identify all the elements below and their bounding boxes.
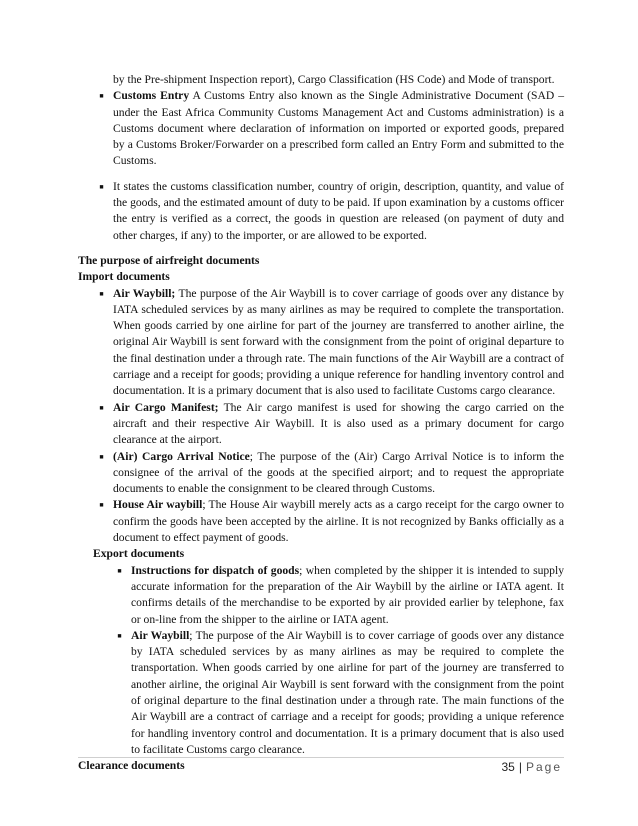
import-item-house-air-waybill: ■ House Air waybill; The House Air waybill merely acts as a cargo receipt for the cargo owner to confirm the goods have been accepted by the airline. It is not recognized by Banks officially as a document to effect payment of goods. [78, 497, 564, 546]
square-bullet-icon: ■ [99, 92, 104, 101]
customs-entry-term: Customs Entry [113, 89, 190, 103]
square-bullet-icon: ■ [99, 501, 104, 510]
square-bullet-icon: ■ [117, 631, 122, 640]
square-bullet-icon: ■ [99, 403, 104, 412]
import-heading: Import documents [78, 270, 170, 284]
customs-entry-text: A Customs Entry also known as the Single Administrative Document (SAD – under the East Africa Community Customs Management Act and Customs administration) is a Customs document where declaration of information on imported or exported goods, prepared by a Customs Broker/Forwarder on a prescribed form called an Entry Form and submitted to the Customs. [113, 89, 564, 168]
import-item-cargo-manifest: ■ Air Cargo Manifest; The Air cargo manifest is used for showing the cargo carried on the aircraft and their respective Air Waybill. It is also used as a primary document for cargo clearance at the airport. [78, 400, 564, 449]
customs-states-text: It states the customs classification number, country of origin, description, quantity, and value of the goods, and the estimated amount of duty to be paid. If upon examination by a customs officer the entry is verified as a correct, the goods in question are released (on payment of duty and other charges, if any) to the importer, or are allowed to be exported. [113, 179, 564, 242]
clearance-heading: Clearance documents [78, 759, 185, 773]
export-heading: Export documents [93, 547, 185, 561]
import-item-arrival-notice: ■ (Air) Cargo Arrival Notice; The purpose of the (Air) Cargo Arrival Notice is to inform the consignee of the arrival of the goods at the specified airport; and to request the appropriate documents to enable the consignment to be cleared through Customs. [78, 449, 564, 498]
import-item-air-waybill: ■ Air Waybill; The purpose of the Air Waybill is to cover carriage of goods over any distance by IATA scheduled services by as many airlines as may be required to complete the transportation. When goods carried by one airline for part of the journey are transferred to another airline, the original Air Waybill is sent forward with the consignment from the point of original departure to the final destination under a through rate. The main functions of the Air Waybill are a contract of carriage and a receipt for goods; providing a unique reference for handling inventory control and documentation. It is a primary document that is also used to facilitate Customs cargo clearance. [78, 286, 564, 400]
square-bullet-icon: ■ [99, 182, 104, 191]
page-body [78, 72, 564, 774]
customs-states-item [78, 179, 564, 244]
page-separator: | [518, 760, 522, 774]
export-item-air-waybill: ■ Air Waybill; The purpose of the Air Waybill is to cover carriage of goods over any distance by IATA scheduled services by as many airlines as may be required to complete the transportation. When goods carried by one airline for part of the journey are transferred to another airline, the original Air Waybill is sent forward with the consignment from the point of original departure to the final destination under a through rate. The main functions of the Air Waybill are a contract of carriage and a receipt for goods; providing a unique reference for handling inventory control and documentation. It is a primary document that is also used to facilitate Customs cargo clearance. [78, 628, 564, 758]
purpose-heading: The purpose of airfreight documents [78, 253, 260, 267]
intro-continuation: by the Pre-shipment Inspection report), Cargo Classification (HS Code) and Mode of transport. [113, 73, 555, 86]
customs-entry-item [78, 88, 564, 169]
export-item-dispatch-instructions: ■ Instructions for dispatch of goods; when completed by the shipper it is intended to supply accurate information for the preparation of the Air Waybill by the airline or IATA agent. It confirms details of the merchandise to be exported by air provided earlier by telephone, fax or on-line from the shipper to the airline or IATA agent. [78, 563, 564, 628]
square-bullet-icon: ■ [99, 289, 104, 298]
square-bullet-icon: ■ [99, 452, 104, 461]
page-number-value: 35 [501, 760, 515, 774]
square-bullet-icon: ■ [117, 566, 122, 575]
footer-rule [78, 757, 564, 758]
page-label: Page [525, 760, 562, 774]
page-number [501, 760, 562, 774]
